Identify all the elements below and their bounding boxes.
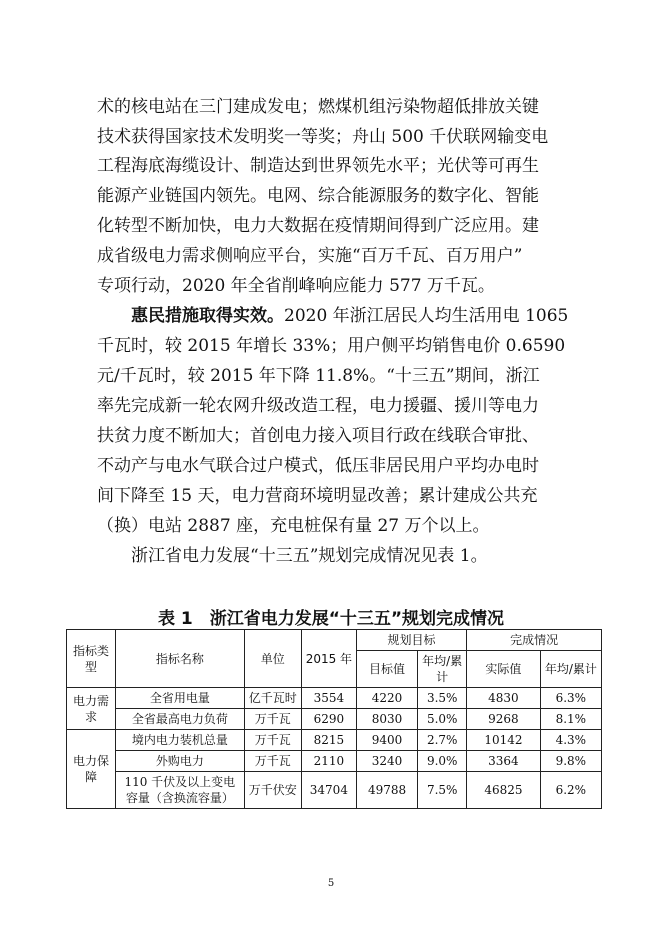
text-line: 工程海底海缆设计、制造达到世界领先水平；光伏等可再生 bbox=[97, 156, 539, 176]
header-done-rate: 年均/累计 bbox=[540, 651, 601, 688]
cell-unit: 亿千瓦时 bbox=[244, 688, 301, 709]
text-line: （换）电站 2887 座，充电桩保有量 27 万个以上。 bbox=[97, 516, 490, 536]
text-line: 术的核电站在三门建成发电；燃煤机组污染物超低排放关键 bbox=[97, 97, 539, 117]
cell-base: 34704 bbox=[301, 772, 356, 809]
text-span: 2020 年浙江居民人均生活用电 1065 bbox=[284, 306, 569, 326]
cell-actual-rate: 6.2% bbox=[540, 772, 601, 809]
header-unit: 单位 bbox=[244, 630, 301, 688]
text-line: 化转型不断加快，电力大数据在疫情期间得到广泛应用。建 bbox=[97, 216, 539, 236]
header-plan-target: 目标值 bbox=[356, 651, 417, 688]
cell-target-rate: 5.0% bbox=[418, 709, 467, 730]
cell-target-rate: 7.5% bbox=[418, 772, 467, 809]
cell-actual-rate: 8.1% bbox=[540, 709, 601, 730]
cell-target: 9400 bbox=[356, 730, 417, 751]
cell-target: 4220 bbox=[356, 688, 417, 709]
header-type: 指标类型 bbox=[67, 630, 116, 688]
cell-target: 8030 bbox=[356, 709, 417, 730]
cell-target-rate: 2.7% bbox=[418, 730, 467, 751]
cell-actual-rate: 9.8% bbox=[540, 751, 601, 772]
cell-name: 境内电力装机总量 bbox=[116, 730, 245, 751]
cell-target-rate: 3.5% bbox=[418, 688, 467, 709]
cell-name: 全省用电量 bbox=[116, 688, 245, 709]
cell-target: 49788 bbox=[356, 772, 417, 809]
table-row bbox=[67, 751, 602, 772]
text-line: 间下降至 15 天，电力营商环境明显改善；累计建成公共充 bbox=[97, 486, 538, 506]
cell-actual: 3364 bbox=[467, 751, 541, 772]
text-line: 不动产与电水气联合过户模式，低压非居民用户平均办电时 bbox=[97, 456, 539, 476]
header-done: 完成情况 bbox=[467, 630, 602, 651]
text-line: 千瓦时，较 2015 年增长 33%；用户侧平均销售电价 0.6590 bbox=[97, 336, 566, 356]
section-heading: 惠民措施取得实效。 bbox=[131, 306, 284, 326]
paragraph-first-line bbox=[131, 305, 568, 327]
table-row bbox=[67, 772, 602, 809]
cell-actual: 9268 bbox=[467, 709, 541, 730]
cell-name: 全省最高电力负荷 bbox=[116, 709, 245, 730]
cell-target-rate: 9.0% bbox=[418, 751, 467, 772]
intro-line: 浙江省电力发展“十三五”规划完成情况见表 1。 bbox=[131, 546, 488, 566]
cell-name: 外购电力 bbox=[116, 751, 245, 772]
text-line: 成省级电力需求侧响应平台，实施“百万千瓦、百万用户” bbox=[97, 246, 523, 266]
header-base: 2015 年 bbox=[301, 630, 356, 688]
text-line: 率先完成新一轮农网升级改造工程，电力援疆、援川等电力 bbox=[97, 396, 539, 416]
page-number: 5 bbox=[327, 878, 335, 889]
cell-unit: 万千伏安 bbox=[244, 772, 301, 809]
cell-name: 110 千伏及以上变电容量（含换流容量） bbox=[116, 772, 245, 809]
cell-target: 3240 bbox=[356, 751, 417, 772]
plan-completion-table bbox=[66, 629, 602, 809]
header-name: 指标名称 bbox=[116, 630, 245, 688]
cell-unit: 万千瓦 bbox=[244, 751, 301, 772]
cell-actual-rate: 4.3% bbox=[540, 730, 601, 751]
cell-actual: 46825 bbox=[467, 772, 541, 809]
cell-type: 电力需求 bbox=[67, 688, 116, 730]
header-plan-rate: 年均/累计 bbox=[418, 651, 467, 688]
text-line: 技术获得国家技术发明奖一等奖；舟山 500 千伏联网输变电 bbox=[97, 127, 549, 147]
cell-base: 6290 bbox=[301, 709, 356, 730]
cell-base: 2110 bbox=[301, 751, 356, 772]
cell-actual-rate: 6.3% bbox=[540, 688, 601, 709]
cell-unit: 万千瓦 bbox=[244, 709, 301, 730]
cell-base: 3554 bbox=[301, 688, 356, 709]
cell-type: 电力保障 bbox=[67, 730, 116, 809]
cell-base: 8215 bbox=[301, 730, 356, 751]
text-line: 元/千瓦时，较 2015 年下降 11.8%。“十三五”期间，浙江 bbox=[97, 366, 540, 386]
header-plan: 规划目标 bbox=[356, 630, 466, 651]
text-line: 专项行动，2020 年全省削峰响应能力 577 万千瓦。 bbox=[97, 276, 495, 296]
table-row bbox=[67, 709, 602, 730]
text-line: 扶贫力度不断加大；首创电力接入项目行政在线联合审批、 bbox=[97, 426, 539, 446]
table-row bbox=[67, 688, 602, 709]
cell-actual: 10142 bbox=[467, 730, 541, 751]
text-line: 能源产业链国内领先。电网、综合能源服务的数字化、智能 bbox=[97, 186, 539, 206]
table-row bbox=[67, 730, 602, 751]
cell-unit: 万千瓦 bbox=[244, 730, 301, 751]
header-done-actual: 实际值 bbox=[467, 651, 541, 688]
table-caption: 表 1 浙江省电力发展“十三五”规划完成情况 bbox=[157, 609, 505, 629]
cell-actual: 4830 bbox=[467, 688, 541, 709]
